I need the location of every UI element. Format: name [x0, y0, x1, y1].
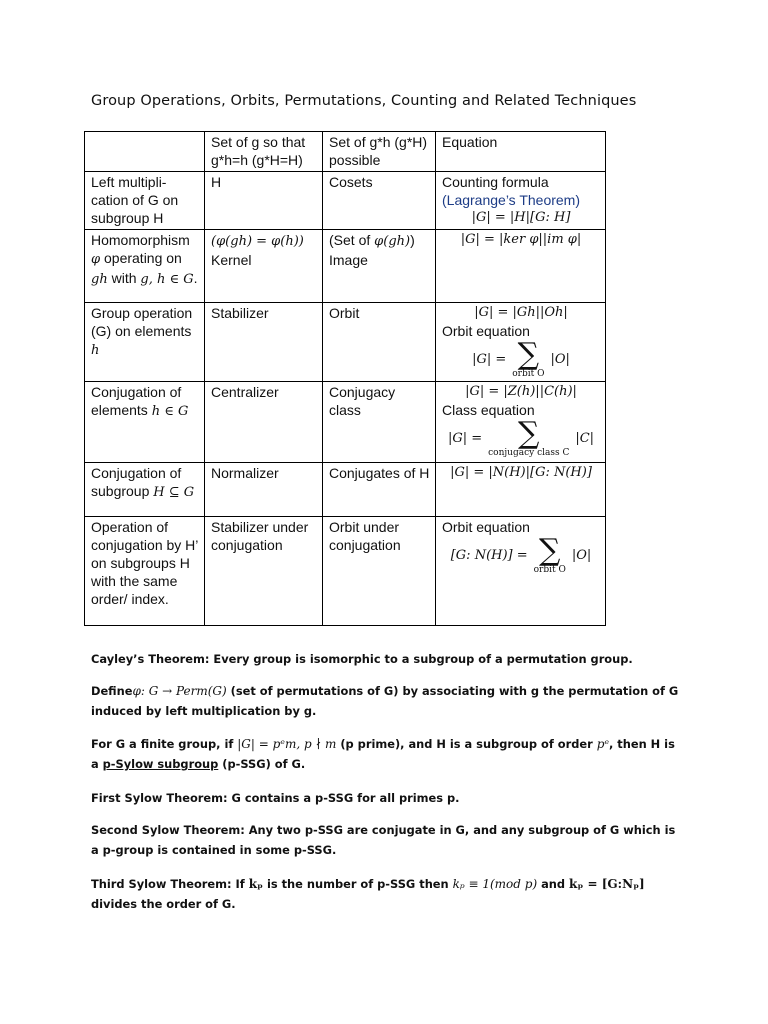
orbit-set-cell: Conjugates of H: [323, 463, 436, 517]
equation-cell: [436, 303, 606, 382]
fixed-set-math: (φ(gh) = φ(h)): [211, 234, 304, 249]
operation-math: h: [91, 343, 100, 358]
operation-math: h ∈ G: [151, 404, 189, 419]
equation-cell: [436, 463, 606, 517]
operation-math: φ: [91, 252, 101, 267]
operation-text: with: [107, 270, 141, 286]
equation-note: (Lagrange’s Theorem): [442, 192, 581, 208]
third-sylow-theorem: [91, 874, 681, 914]
sum-subscript: orbit O: [533, 565, 566, 575]
note-text: (p-SSG) of G.: [218, 757, 306, 771]
table-row: [85, 382, 606, 463]
fixed-set-cell: Centralizer: [205, 382, 323, 463]
equation-label: Counting formula: [442, 174, 549, 190]
fixed-set-cell: Stabilizer: [205, 303, 323, 382]
note-text: divides the order of G.: [91, 897, 236, 911]
equation-math: |G| = |Gh||Oh|: [474, 305, 568, 320]
table-row: [85, 517, 606, 626]
header-cell-fixed: Set of g so that g*h=h (g*H=H): [205, 132, 323, 172]
equation-math: |G| = |H|[G: H]: [471, 210, 571, 225]
cayley-theorem: Cayley’s Theorem: Every group is isomorphic to a subgroup of a permutation group.: [91, 652, 633, 666]
orbit-set-math: φ(gh): [374, 234, 411, 249]
equation-math: |G| = |Z(h)||C(h)|: [465, 384, 577, 399]
table-row: [85, 463, 606, 517]
note-math: kₚ: [248, 877, 263, 891]
orbit-set-cell: Cosets: [323, 172, 436, 230]
orbit-set-text: ): [410, 232, 415, 248]
sylow-definition: [91, 734, 681, 774]
operation-cell: [85, 230, 205, 303]
orbit-set-cell: Orbit under conjugation: [323, 517, 436, 626]
equation-math: |G| = |ker φ||im φ|: [460, 232, 582, 247]
sum-subscript: orbit O: [512, 369, 545, 379]
operation-text: Conjugation of subgroup: [91, 465, 182, 499]
header-cell-empty: [85, 132, 205, 172]
operation-cell: Operation of conjugation by H’ on subgroups H with the same order/ index.: [85, 517, 205, 626]
operation-text: Group operation (G) on elements: [91, 305, 193, 339]
table-row: [85, 230, 606, 303]
cayley-definition: [91, 681, 681, 721]
sum-equation: [442, 337, 600, 379]
operation-cell: [85, 463, 205, 517]
orbit-set-text: (Set of: [329, 232, 375, 248]
equation-cell: [436, 382, 606, 463]
equation-math: |G| = |N(H)|[G: N(H)]: [450, 465, 592, 480]
sum-lhs: |G| =: [447, 430, 483, 446]
sum-term: |O|: [571, 547, 592, 563]
orbit-set-cell: Orbit: [323, 303, 436, 382]
equation-label: Orbit equation: [442, 519, 530, 535]
operation-cell: [85, 303, 205, 382]
note-text: , then H is a: [91, 737, 675, 771]
equation-cell: [436, 230, 606, 303]
fixed-set-cell: Normalizer: [205, 463, 323, 517]
note-math: |G| = pᵉm, p ∤ m: [237, 737, 337, 751]
header-cell-set: Set of g*h (g*H) possible: [323, 132, 436, 172]
operation-text: .: [193, 270, 198, 286]
table-row: [85, 172, 606, 230]
orbit-set-cell: [323, 230, 436, 303]
operation-cell: Left multipli-cation of G on subgroup H: [85, 172, 205, 230]
operation-math: H ⊆ G: [153, 485, 195, 500]
sum-lhs: |G| =: [472, 351, 507, 367]
group-operations-table: [84, 131, 606, 626]
equation-label: Orbit equation: [442, 323, 530, 339]
table-row: [85, 303, 606, 382]
note-text: is the number of p-SSG then: [263, 877, 453, 891]
sum-lhs: [G: N(H)] =: [450, 547, 528, 563]
sum-term: |O|: [550, 351, 570, 367]
note-text: For G a finite group, if: [91, 737, 238, 751]
equation-cell: [436, 172, 606, 230]
orbit-set-label: Image: [329, 252, 368, 268]
note-math: φ: G → Perm(G): [132, 684, 227, 698]
page-title: Group Operations, Orbits, Permutations, Counting and Related Techniques: [91, 93, 637, 109]
sigma-icon: ∑ orbit O: [533, 533, 566, 575]
note-math: kₚ = [G:Nₚ]: [569, 877, 645, 891]
operation-math: g, h ∈ G: [140, 272, 194, 287]
fixed-set-cell: [205, 230, 323, 303]
note-text: Third Sylow Theorem: If: [91, 877, 249, 891]
fixed-set-cell: Stabilizer under conjugation: [205, 517, 323, 626]
equation-label: Class equation: [442, 402, 535, 418]
sigma-icon: ∑ conjugacy class C: [488, 416, 570, 458]
orbit-set-cell: Conjugacy class: [323, 382, 436, 463]
note-math: pᵉ: [596, 737, 610, 751]
equation-cell: [436, 517, 606, 626]
note-text: (p prime), and H is a subgroup of order: [336, 737, 597, 751]
sum-term: |C|: [575, 430, 595, 446]
operation-text: operating on: [100, 250, 182, 266]
sylow-subgroup-term: p-Sylow subgroup: [102, 757, 219, 771]
sigma-icon: ∑ orbit O: [512, 337, 545, 379]
operation-cell: [85, 382, 205, 463]
sum-equation: [442, 533, 600, 575]
note-text: Define: [91, 684, 133, 698]
header-cell-equation: Equation: [436, 132, 606, 172]
first-sylow-theorem: First Sylow Theorem: G contains a p-SSG for all primes p.: [91, 791, 460, 805]
operation-text: Homomorphism: [91, 232, 190, 248]
note-text: (set of permutations of G) by associating with g the permutation of G induced by left multiplication by g.: [91, 684, 679, 718]
fixed-set-label: Kernel: [211, 252, 252, 268]
second-sylow-theorem: Second Sylow Theorem: Any two p-SSG are conjugate in G, and any subgroup of G which is a p-group is contained in some p-SSG.: [91, 823, 676, 857]
fixed-set-cell: H: [205, 172, 323, 230]
operation-text: Conjugation of elements: [91, 384, 182, 418]
note-math: kₚ ≡ 1(mod p): [452, 877, 538, 891]
operation-math: gh: [91, 272, 108, 287]
sum-equation: [442, 416, 600, 458]
note-text: and: [537, 877, 570, 891]
sum-subscript: conjugacy class C: [488, 448, 570, 458]
table-header-row: [85, 132, 606, 172]
